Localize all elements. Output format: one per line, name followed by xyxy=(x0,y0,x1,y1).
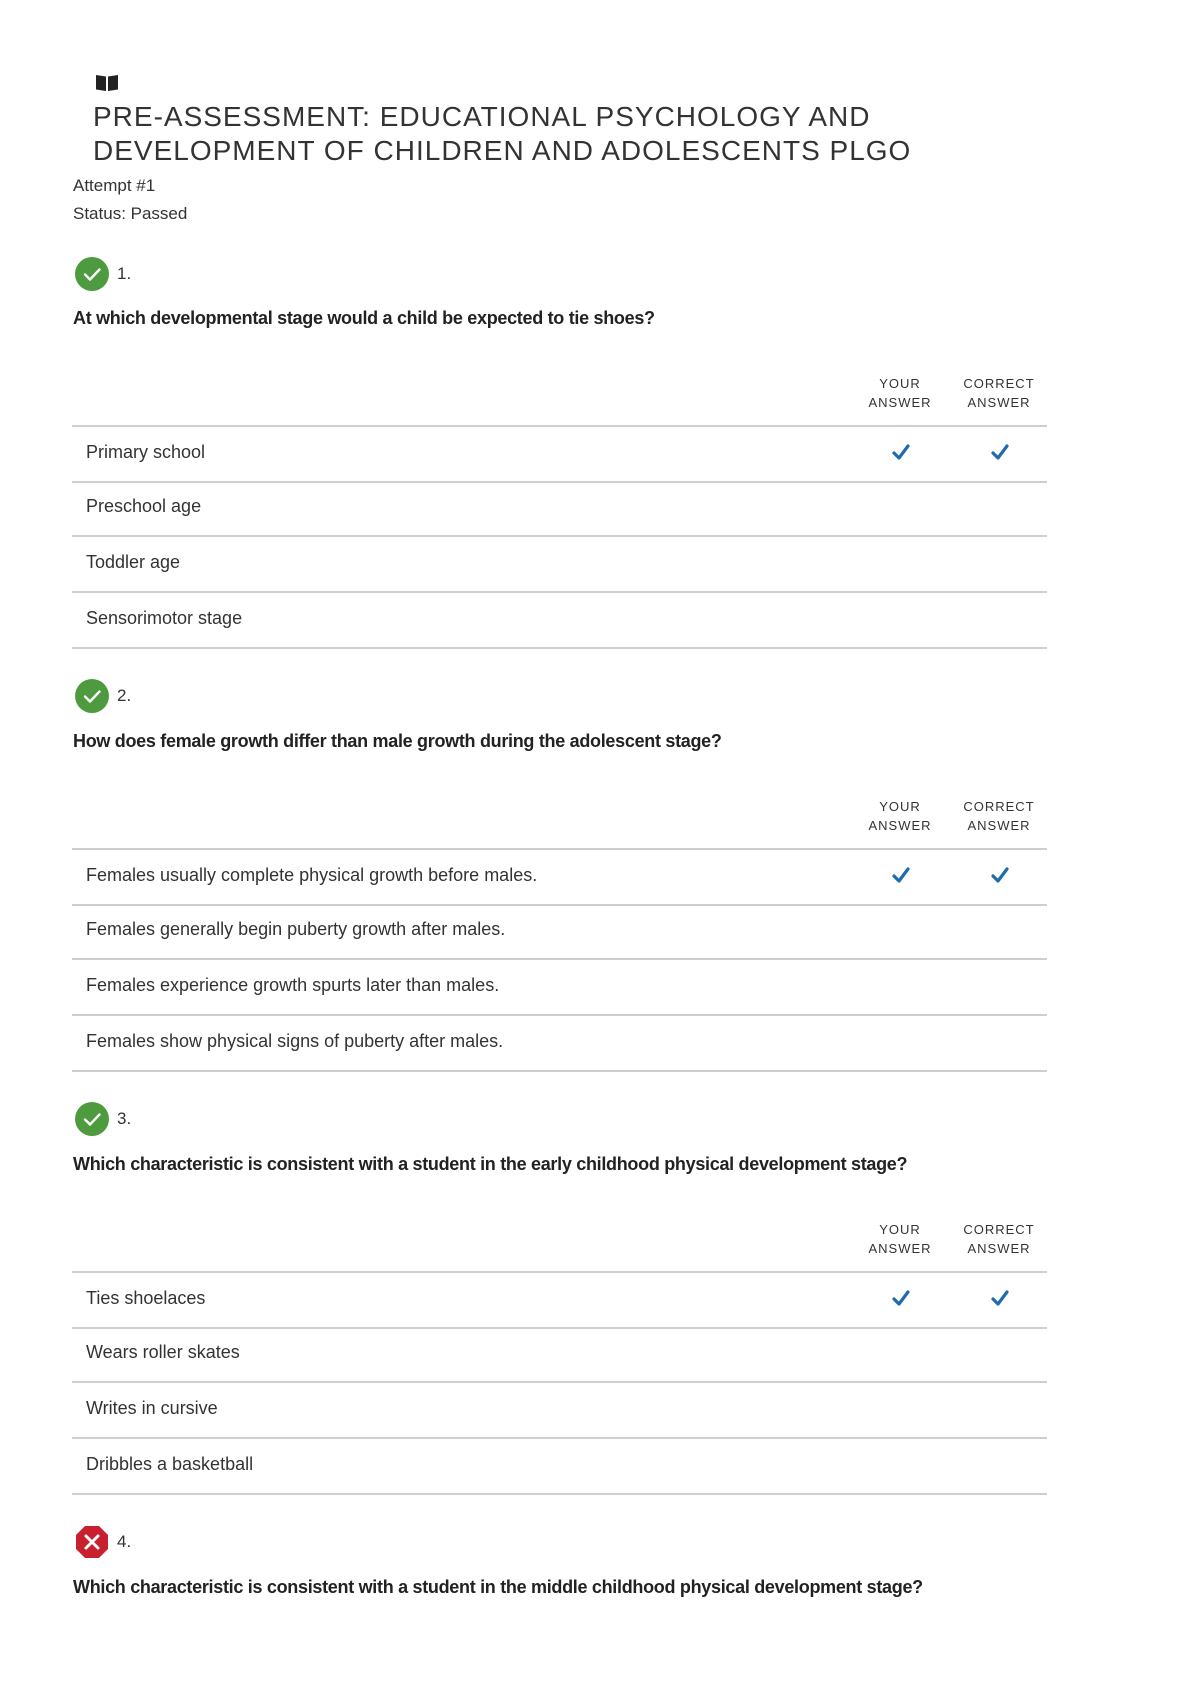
answer-option xyxy=(72,537,1047,593)
answer-option-label: Wears roller skates xyxy=(86,1342,240,1362)
answer-option xyxy=(72,904,1047,960)
your-answer-check-icon xyxy=(892,867,910,883)
your-answer-header: YOUR ANSWER xyxy=(868,376,932,410)
answer-option-label: Preschool age xyxy=(86,496,202,516)
answer-option-label: Females generally begin puberty growth after males. xyxy=(86,919,506,939)
page-title-line-2: DEVELOPMENT OF CHILDREN AND ADOLESCENTS PLGO xyxy=(93,135,912,166)
incorrect-x-icon xyxy=(75,1525,109,1559)
correct-check-icon xyxy=(75,257,109,291)
answer-option xyxy=(72,1016,1047,1072)
answer-option-label: Sensorimotor stage xyxy=(86,608,243,628)
page-title-line-1: PRE-ASSESSMENT: EDUCATIONAL PSYCHOLOGY AND xyxy=(93,101,871,132)
attempt-status: Status: Passed xyxy=(73,204,188,223)
correct-answer-check-icon xyxy=(991,867,1009,883)
correct-check-icon xyxy=(75,679,109,713)
attempt-number: Attempt #1 xyxy=(73,176,156,195)
correct-answer-check-icon xyxy=(991,444,1009,460)
answer-option-label: Females experience growth spurts later than males. xyxy=(86,975,500,995)
answer-option xyxy=(72,1327,1047,1383)
answer-option xyxy=(72,481,1047,537)
question-text: How does female growth differ than male growth during the adolescent stage? xyxy=(73,731,722,751)
answer-option xyxy=(72,1439,1047,1495)
correct-answer-header: CORRECT ANSWER xyxy=(963,799,1035,833)
answer-option xyxy=(72,1383,1047,1439)
question-text: At which developmental stage would a child be expected to tie shoes? xyxy=(73,308,655,328)
answer-option-label: Dribbles a basketball xyxy=(86,1454,254,1474)
answer-option-label: Writes in cursive xyxy=(86,1398,218,1418)
question-number: 2. xyxy=(117,686,132,705)
correct-check-icon xyxy=(75,1102,109,1136)
answer-option xyxy=(72,425,1047,483)
your-answer-header: YOUR ANSWER xyxy=(868,799,932,833)
answer-option-label: Females usually complete physical growth before males. xyxy=(86,865,538,885)
answer-option-label: Ties shoelaces xyxy=(86,1288,206,1308)
correct-answer-header: CORRECT ANSWER xyxy=(963,1222,1035,1256)
correct-answer-check-icon xyxy=(991,1290,1009,1306)
answer-option-label: Primary school xyxy=(86,442,206,462)
question-text: Which characteristic is consistent with a student in the early childhood physical development stage? xyxy=(73,1154,908,1174)
answer-option xyxy=(72,1271,1047,1329)
your-answer-check-icon xyxy=(892,1290,910,1306)
your-answer-check-icon xyxy=(892,444,910,460)
correct-answer-header: CORRECT ANSWER xyxy=(963,376,1035,410)
question-number: 4. xyxy=(117,1532,132,1551)
question-number: 3. xyxy=(117,1109,132,1128)
question-number: 1. xyxy=(117,264,132,283)
question-text: Which characteristic is consistent with a student in the middle childhood physical development stage? xyxy=(73,1577,923,1597)
page-title xyxy=(93,100,1093,168)
your-answer-header: YOUR ANSWER xyxy=(868,1222,932,1256)
answer-option-label: Toddler age xyxy=(86,552,181,572)
answer-option xyxy=(72,593,1047,649)
answer-option xyxy=(72,848,1047,906)
answer-option-label: Females show physical signs of puberty after males. xyxy=(86,1031,504,1051)
answer-option xyxy=(72,960,1047,1016)
book-icon xyxy=(95,74,119,92)
